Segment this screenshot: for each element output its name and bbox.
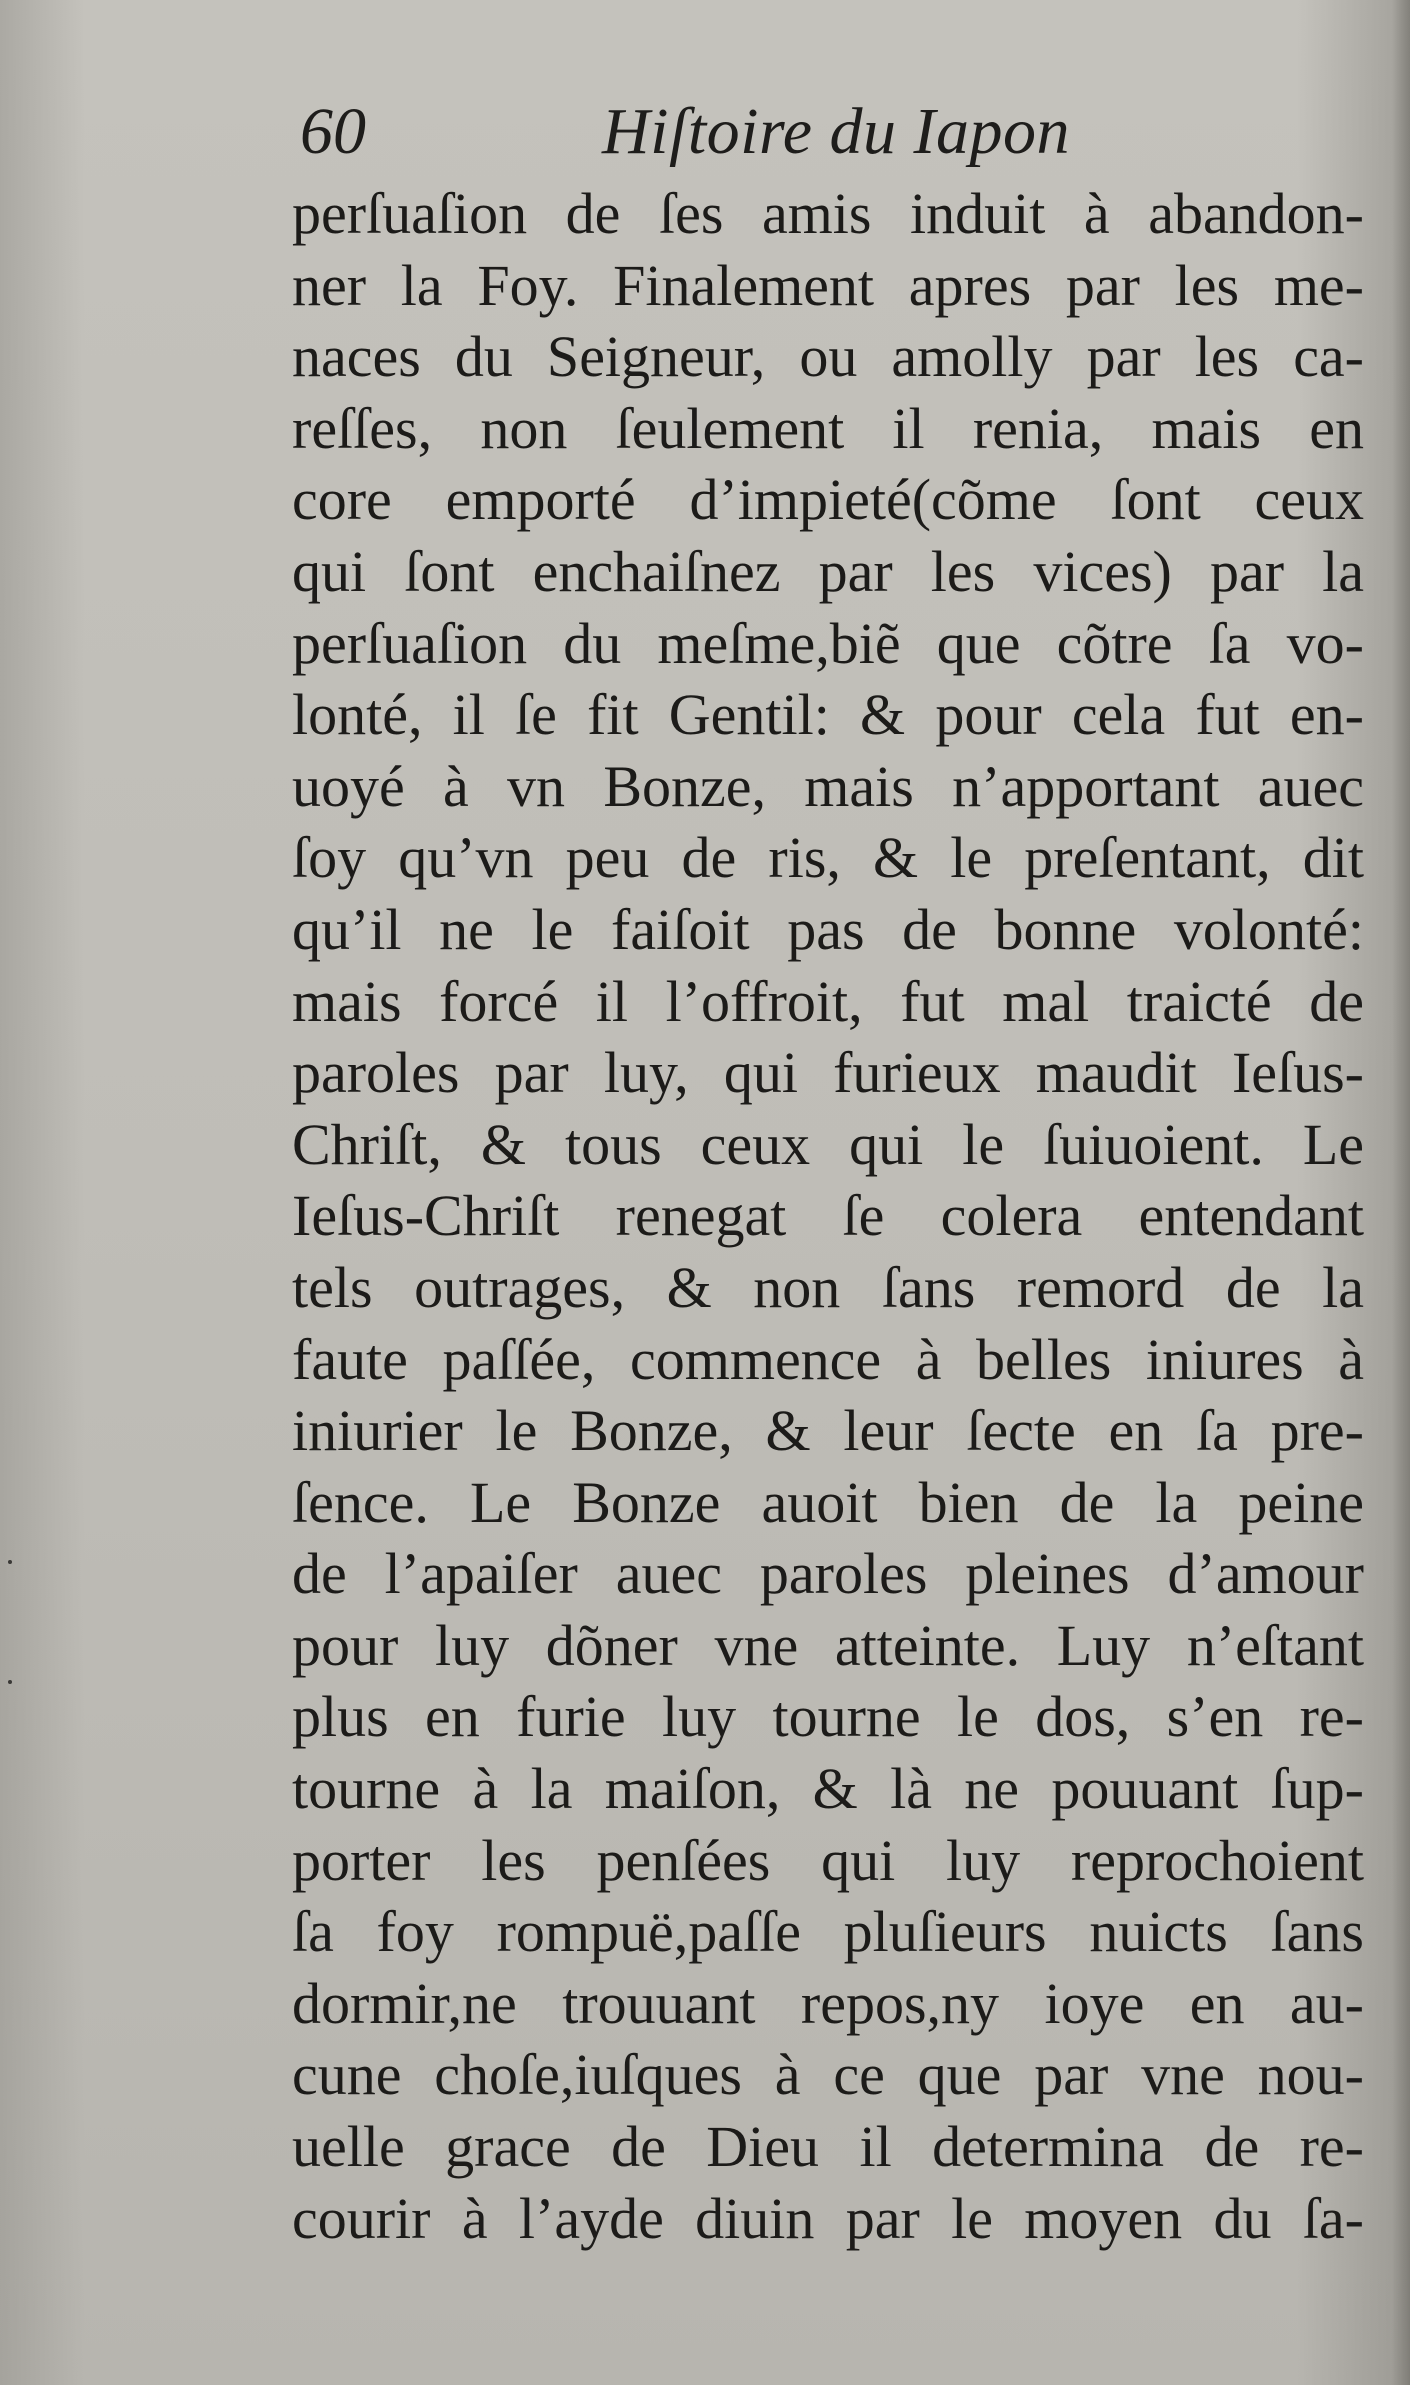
text-line: ſoy qu’vn peu de ris, & le preſentant, dit xyxy=(292,825,1364,891)
text-line: faute paſſée, commence à belles iniures à xyxy=(292,1326,1364,1392)
text-line: de l’apaiſer auec paroles pleines d’amour xyxy=(292,1541,1364,1607)
text-line: iniurier le Bonze, & leur ſecte en ſa pre- xyxy=(292,1398,1364,1464)
text-line: tels outrages, & non ſans remord de la xyxy=(292,1254,1364,1320)
text-line: uoyé à vn Bonze, mais n’apportant auec xyxy=(292,753,1364,819)
text-line: ſa foy rompuë,paſſe pluſieurs nuicts ſans xyxy=(292,1899,1364,1965)
text-line: ſence. Le Bonze auoit bien de la peine xyxy=(292,1469,1364,1535)
text-line: lonté, il ſe fit Gentil: & pour cela fut en- xyxy=(292,682,1364,748)
body-text xyxy=(292,178,1364,2254)
text-line: cune choſe,iuſques à ce que par vne nou- xyxy=(292,2042,1364,2108)
text-line: perſuaſion du meſme,biẽ que cõtre ſa vo- xyxy=(292,610,1364,676)
page-number: 60 xyxy=(300,95,366,168)
text-line: perſuaſion de ſes amis induit à abandon- xyxy=(292,181,1364,246)
text-line: qui ſont enchaiſnez par les vices) par la xyxy=(292,538,1364,604)
page-header xyxy=(292,92,1362,172)
margin-speck xyxy=(8,1680,12,1684)
running-title: Hiſtoire du Iapon xyxy=(602,95,1071,168)
text-line: Chriſt, & tous ceux qui le ſuiuoient. Le xyxy=(292,1111,1364,1177)
text-line: plus en furie luy tourne le dos, s’en re- xyxy=(292,1684,1364,1750)
text-line: ner la Foy. Finalement apres par les me- xyxy=(292,252,1364,318)
text-line: qu’il ne le faiſoit pas de bonne volonté: xyxy=(292,896,1364,962)
text-line: reſſes, non ſeulement il renia, mais en xyxy=(292,395,1364,461)
text-line: paroles par luy, qui furieux maudit Ieſus- xyxy=(292,1040,1364,1106)
text-line: dormir,ne trouuant repos,ny ioye en au- xyxy=(292,1970,1364,2036)
text-line: core emporté d’impieté(cõme ſont ceux xyxy=(292,467,1364,533)
text-line: naces du Seigneur, ou amolly par les ca- xyxy=(292,324,1364,390)
text-line: mais forcé il l’offroit, fut mal traicté de xyxy=(292,968,1364,1034)
text-line: pour luy dõner vne atteinte. Luy n’eſtant xyxy=(292,1612,1364,1678)
text-line: Ieſus-Chriſt renegat ſe colera entendant xyxy=(292,1183,1364,1249)
margin-speck xyxy=(8,1560,12,1564)
text-line: courir à l’ayde diuin par le moyen du ſa- xyxy=(292,2185,1364,2251)
text-line: tourne à la maiſon, & là ne pouuant ſup- xyxy=(292,1756,1364,1822)
text-line: porter les penſées qui luy reprochoient xyxy=(292,1827,1364,1893)
text-line: uelle grace de Dieu il determina de re- xyxy=(292,2114,1364,2180)
page-edge-shadow xyxy=(1392,0,1410,2385)
